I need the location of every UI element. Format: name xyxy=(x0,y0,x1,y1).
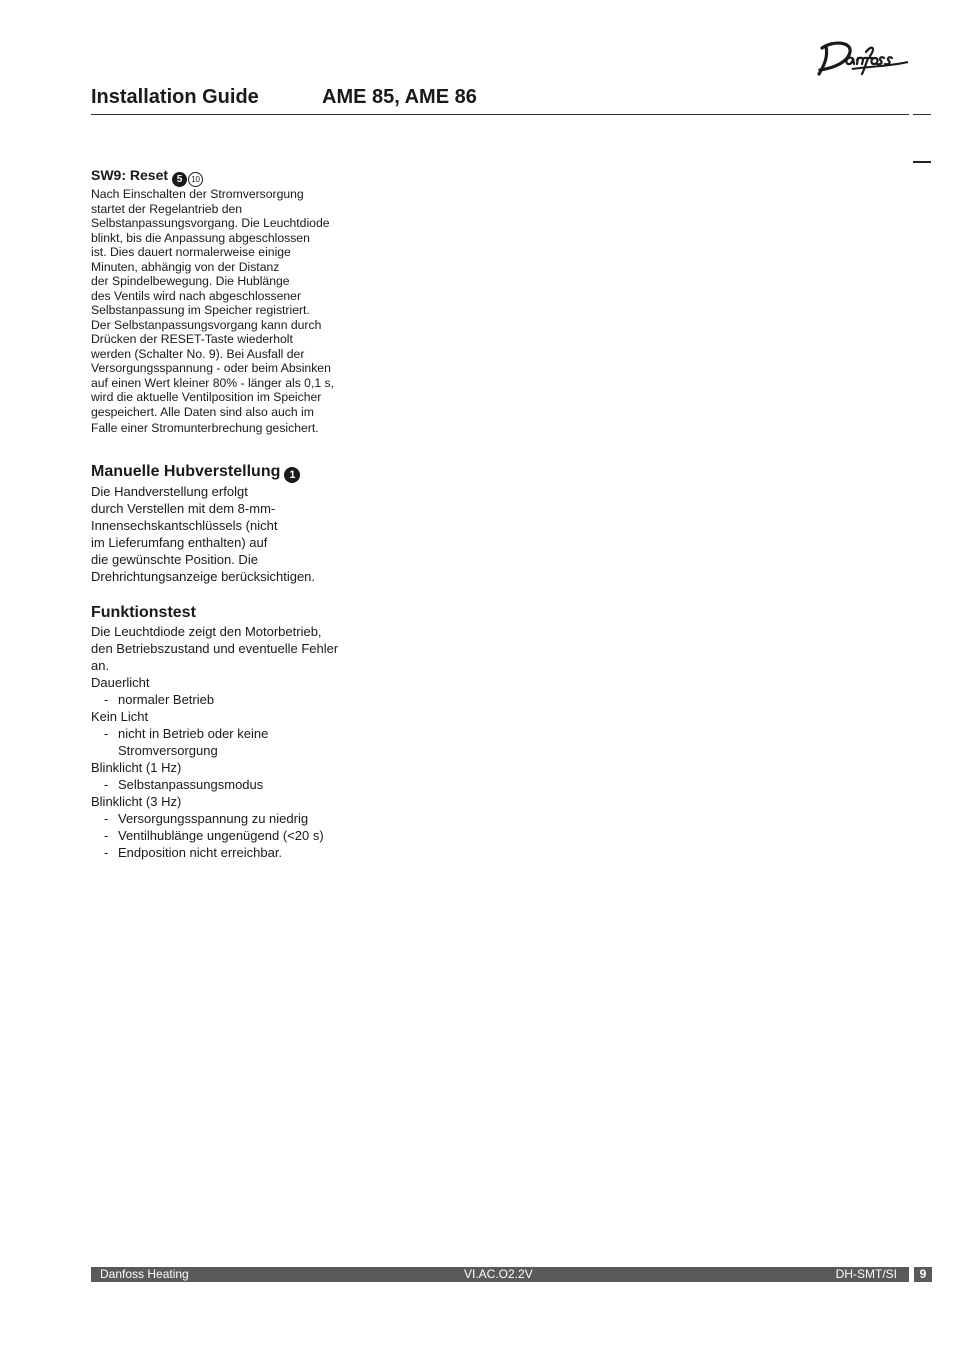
section-title: SW9: Reset 5 10 xyxy=(91,166,361,187)
page-footer xyxy=(91,1267,931,1282)
led-state-label: Blinklicht (3 Hz) xyxy=(91,793,182,809)
list-item: - nicht in Betrieb oder keine Stromversorgung xyxy=(104,725,269,758)
page-number: 9 xyxy=(914,1267,932,1282)
footer-department: DH-SMT/SI xyxy=(835,1267,897,1281)
header-divider xyxy=(91,114,909,115)
margin-tick xyxy=(913,114,931,115)
list-item: - Selbstanpassungsmodus xyxy=(104,776,264,792)
list-item: - Ventilhublänge ungenügend (<20 s) xyxy=(104,827,324,843)
footer-company: Danfoss Heating xyxy=(100,1267,189,1281)
led-state-label: Dauerlicht xyxy=(91,674,150,690)
footer-doc-code: VI.AC.O2.2V xyxy=(464,1267,533,1281)
led-state-label: Kein Licht xyxy=(91,708,149,724)
section-function-test xyxy=(91,603,361,861)
content-column xyxy=(91,166,361,861)
footer-bar xyxy=(91,1267,909,1282)
product-name: AME 85, AME 86 xyxy=(322,86,477,108)
list-item: - Endposition nicht erreichbar. xyxy=(104,844,283,860)
danfoss-logo xyxy=(812,36,912,78)
callout-5-icon: 5 xyxy=(172,172,187,187)
list-item: - Versorgungsspannung zu niedrig xyxy=(104,810,309,826)
callout-10-icon: 10 xyxy=(188,172,203,187)
callout-1-icon: 1 xyxy=(284,467,300,483)
section-title: Manuelle Hubverstellung 1 xyxy=(91,462,361,483)
document-title: Installation Guide xyxy=(91,86,259,108)
danfoss-logo-mark xyxy=(812,36,912,78)
margin-tick xyxy=(913,161,931,163)
section-manual xyxy=(91,462,361,585)
page-header xyxy=(91,86,909,114)
function-test-text: Die Leuchtdiode zeigt den Motorbetrieb, den Betriebszustand und eventuelle Fehler an. Dauerlicht - normaler Betrieb Kein Licht - nicht in Betrieb oder keine Stromversorgung Blinklicht (1 Hz) - Selbstanpassungsmodus Blinklicht (3 Hz) - Versorgungsspannung zu niedrig - Ventilhublänge ungenügend (<20 s) - Endposition nicht erreichbar. xyxy=(91,623,361,861)
section-reset xyxy=(91,166,361,436)
section-title: Funktionstest xyxy=(91,603,196,621)
manual-text: Die Handverstellung erfolgt durch Verstellen mit dem 8-mm- Innensechskantschlüssels (nicht im Lieferumfang enthalten) auf die gewünschte Position. Die Drehrichtungsanzeige berücksichtigen. xyxy=(91,483,316,584)
list-item: - normaler Betrieb xyxy=(104,691,215,707)
led-state-label: Blinklicht (1 Hz) xyxy=(91,759,182,775)
reset-text: Nach Einschalten der Stromversorgung startet der Regelantrieb den Selbstanpassungsvorgang. Die Leuchtdiode blinkt, bis die Anpassung abgeschlossen ist. Dies dauert normalerweise einige Minuten, abhängig von der Distanz der Spindelbewegung. Die Hublänge des Ventils wird nach abgeschlossener Selbstanpassung im Speicher registriert. Der Selbstanpassungsvorgang kann durch Drücken der RESET-Taste wiederholt werden (Schalter No. 9). Bei Ausfall der Versorgungsspannung - oder beim Absinken auf einen Wert kleiner 80% - länger als 0,1 s, wird die aktuelle Ventilposition im Speicher gespeichert. Alle Daten sind also auch im Falle einer Stromunterbrechung gesichert. xyxy=(91,187,334,435)
